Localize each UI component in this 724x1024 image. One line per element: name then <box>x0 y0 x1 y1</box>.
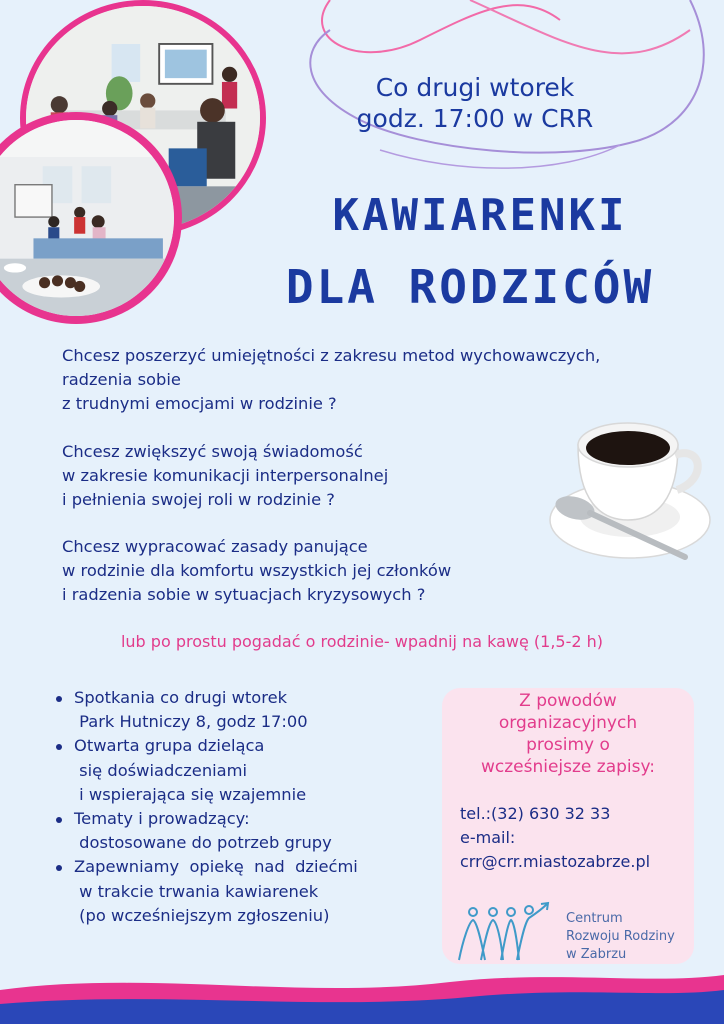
call-to-action: lub po prostu pogadać o rodzinie- wpadnij na kawę (1,5-2 h) <box>120 632 604 651</box>
schedule-line-1: Co drugi wtorek <box>375 73 575 102</box>
list-item <box>52 734 358 807</box>
phone-number[interactable]: tel.:(32) 630 32 33 <box>460 804 611 823</box>
info-list <box>52 686 358 928</box>
family-logo-icon <box>455 900 559 966</box>
list-item <box>52 686 358 734</box>
bullet-icon <box>56 865 62 871</box>
question-paragraph-2: Chcesz zwiększyć swoją świadomość w zakresie komunikacji interpersonalnej i pełnienia swojej roli w rodzinie ? <box>62 442 389 509</box>
email-address[interactable]: crr@crr.miastozabrze.pl <box>460 852 651 871</box>
title-line-2: DLA RODZICÓW <box>285 260 655 314</box>
bullet-icon <box>56 744 62 750</box>
coffee-cup-icon <box>545 405 715 570</box>
schedule-line-2: godz. 17:00 w CRR <box>356 104 594 133</box>
list-item-text: Zapewniamy opiekę nad dziećmi w trakcie trwania kawiarenek (po wcześniejszym zgłoszeniu) <box>74 857 358 925</box>
list-item-text: Spotkania co drugi wtorek Park Hutniczy 8, godz 17:00 <box>74 688 308 732</box>
list-item-text: Otwarta grupa dzieląca się doświadczeniami i wspierająca się wzajemnie <box>74 736 307 804</box>
bullet-icon <box>56 696 62 702</box>
email-label: e-mail: <box>460 828 516 847</box>
schedule-header <box>330 72 620 134</box>
logo-text: Centrum Rozwoju Rodziny w Zabrzu <box>566 911 675 962</box>
list-item-text: Tematy i prowadzący: dostosowane do potrzeb grupy <box>74 809 332 853</box>
list-item <box>52 855 358 928</box>
question-paragraph-1: Chcesz poszerzyć umiejętności z zakresu metod wychowawczych, radzenia sobie z trudnymi emocjami w rodzinie ? <box>62 346 601 413</box>
bullet-icon <box>56 817 62 823</box>
registration-heading: Z powodów organizacyjnych prosimy o wcześniejsze zapisy: <box>480 691 656 777</box>
list-item <box>52 807 358 855</box>
question-paragraph-3: Chcesz wypracować zasady panujące w rodzinie dla komfortu wszystkich jej członków i radzenia sobie w sytuacjach kryzysowych ? <box>62 537 452 604</box>
title-line-1: KAWIARENKI <box>332 190 628 241</box>
